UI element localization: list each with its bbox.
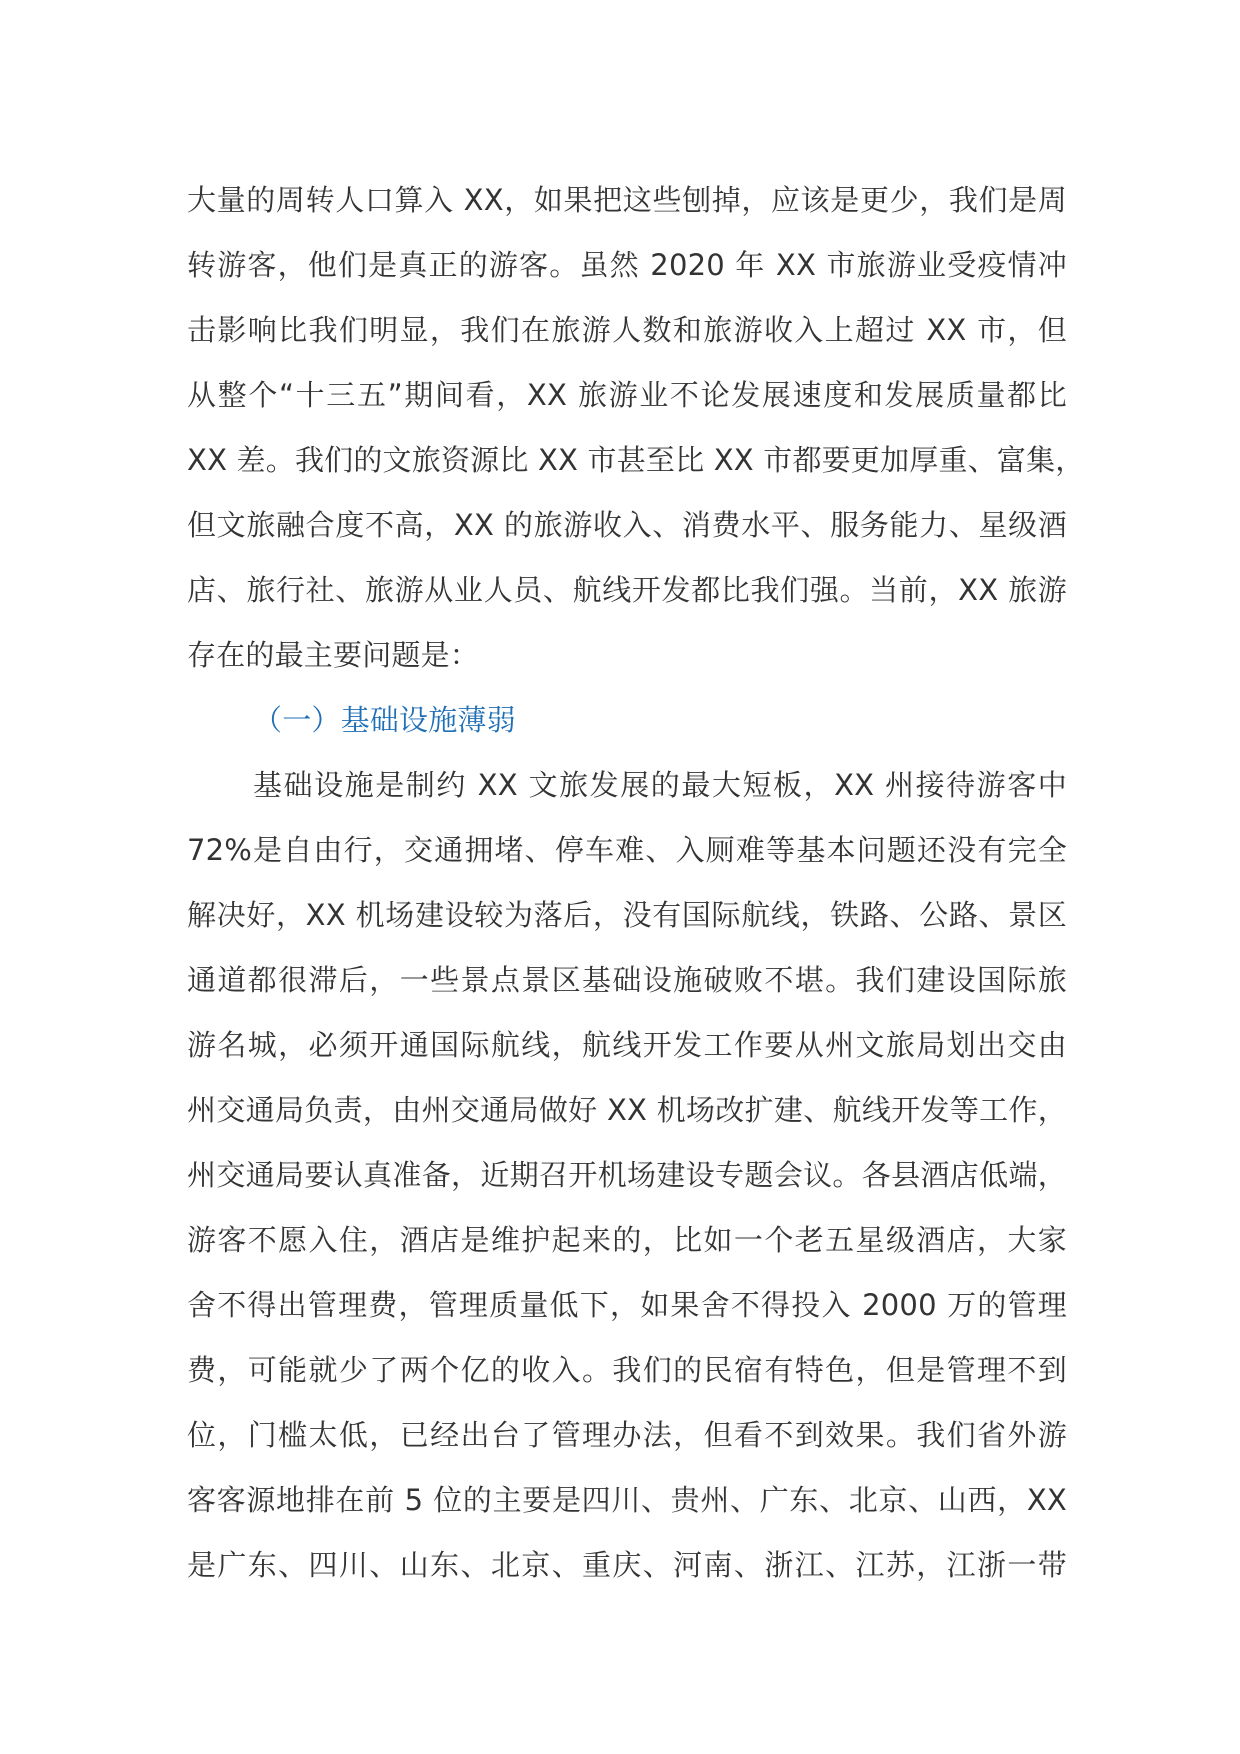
paragraph-line: 击影响比我们明显，我们在旅游人数和旅游收入上超过 XX 市，但 <box>187 313 1067 347</box>
section-heading: （一）基础设施薄弱 <box>253 703 516 737</box>
paragraph-line: 是广东、四川、山东、北京、重庆、河南、浙江、江苏，江浙一带 <box>187 1548 1067 1582</box>
paragraph-line: 州交通局负责，由州交通局做好 XX 机场改扩建、航线开发等工作， <box>187 1093 1067 1127</box>
document-body <box>187 168 1085 1598</box>
paragraph-line: 通道都很滞后，一些景点景区基础设施破败不堪。我们建设国际旅 <box>187 963 1067 997</box>
paragraph-line: XX 差。我们的文旅资源比 XX 市甚至比 XX 市都要更加厚重、富集， <box>187 443 1085 477</box>
paragraph-line: 客客源地排在前 5 位的主要是四川、贵州、广东、北京、山西，XX <box>187 1483 1067 1517</box>
paragraph-line: 72%是自由行，交通拥堵、停车难、入厕难等基本问题还没有完全 <box>187 833 1067 867</box>
paragraph-line: 游名城，必须开通国际航线，航线开发工作要从州文旅局划出交由 <box>187 1028 1067 1062</box>
paragraph-line: 舍不得出管理费，管理质量低下，如果舍不得投入 2000 万的管理 <box>187 1288 1067 1322</box>
paragraph-line: 存在的最主要问题是： <box>187 638 480 672</box>
paragraph-line: 解决好，XX 机场建设较为落后，没有国际航线，铁路、公路、景区 <box>187 898 1067 932</box>
paragraph-line: 大量的周转人口算入 XX，如果把这些刨掉，应该是更少，我们是周 <box>187 183 1067 217</box>
paragraph-line: 游客不愿入住，酒店是维护起来的，比如一个老五星级酒店，大家 <box>187 1223 1067 1257</box>
paragraph-line: 费，可能就少了两个亿的收入。我们的民宿有特色，但是管理不到 <box>187 1353 1067 1387</box>
paragraph-line: 基础设施是制约 XX 文旅发展的最大短板，XX 州接待游客中 <box>253 768 1067 802</box>
paragraph-line: 但文旅融合度不高，XX 的旅游收入、消费水平、服务能力、星级酒 <box>187 508 1067 542</box>
paragraph-line: 从整个“十三五”期间看，XX 旅游业不论发展速度和发展质量都比 <box>187 378 1067 412</box>
paragraph-line: 位，门槛太低，已经出台了管理办法，但看不到效果。我们省外游 <box>187 1418 1067 1452</box>
paragraph-line: 转游客，他们是真正的游客。虽然 2020 年 XX 市旅游业受疫情冲 <box>187 248 1067 282</box>
paragraph-line: 店、旅行社、旅游从业人员、航线开发都比我们强。当前，XX 旅游 <box>187 573 1067 607</box>
paragraph-line: 州交通局要认真准备，近期召开机场建设专题会议。各县酒店低端， <box>187 1158 1067 1192</box>
